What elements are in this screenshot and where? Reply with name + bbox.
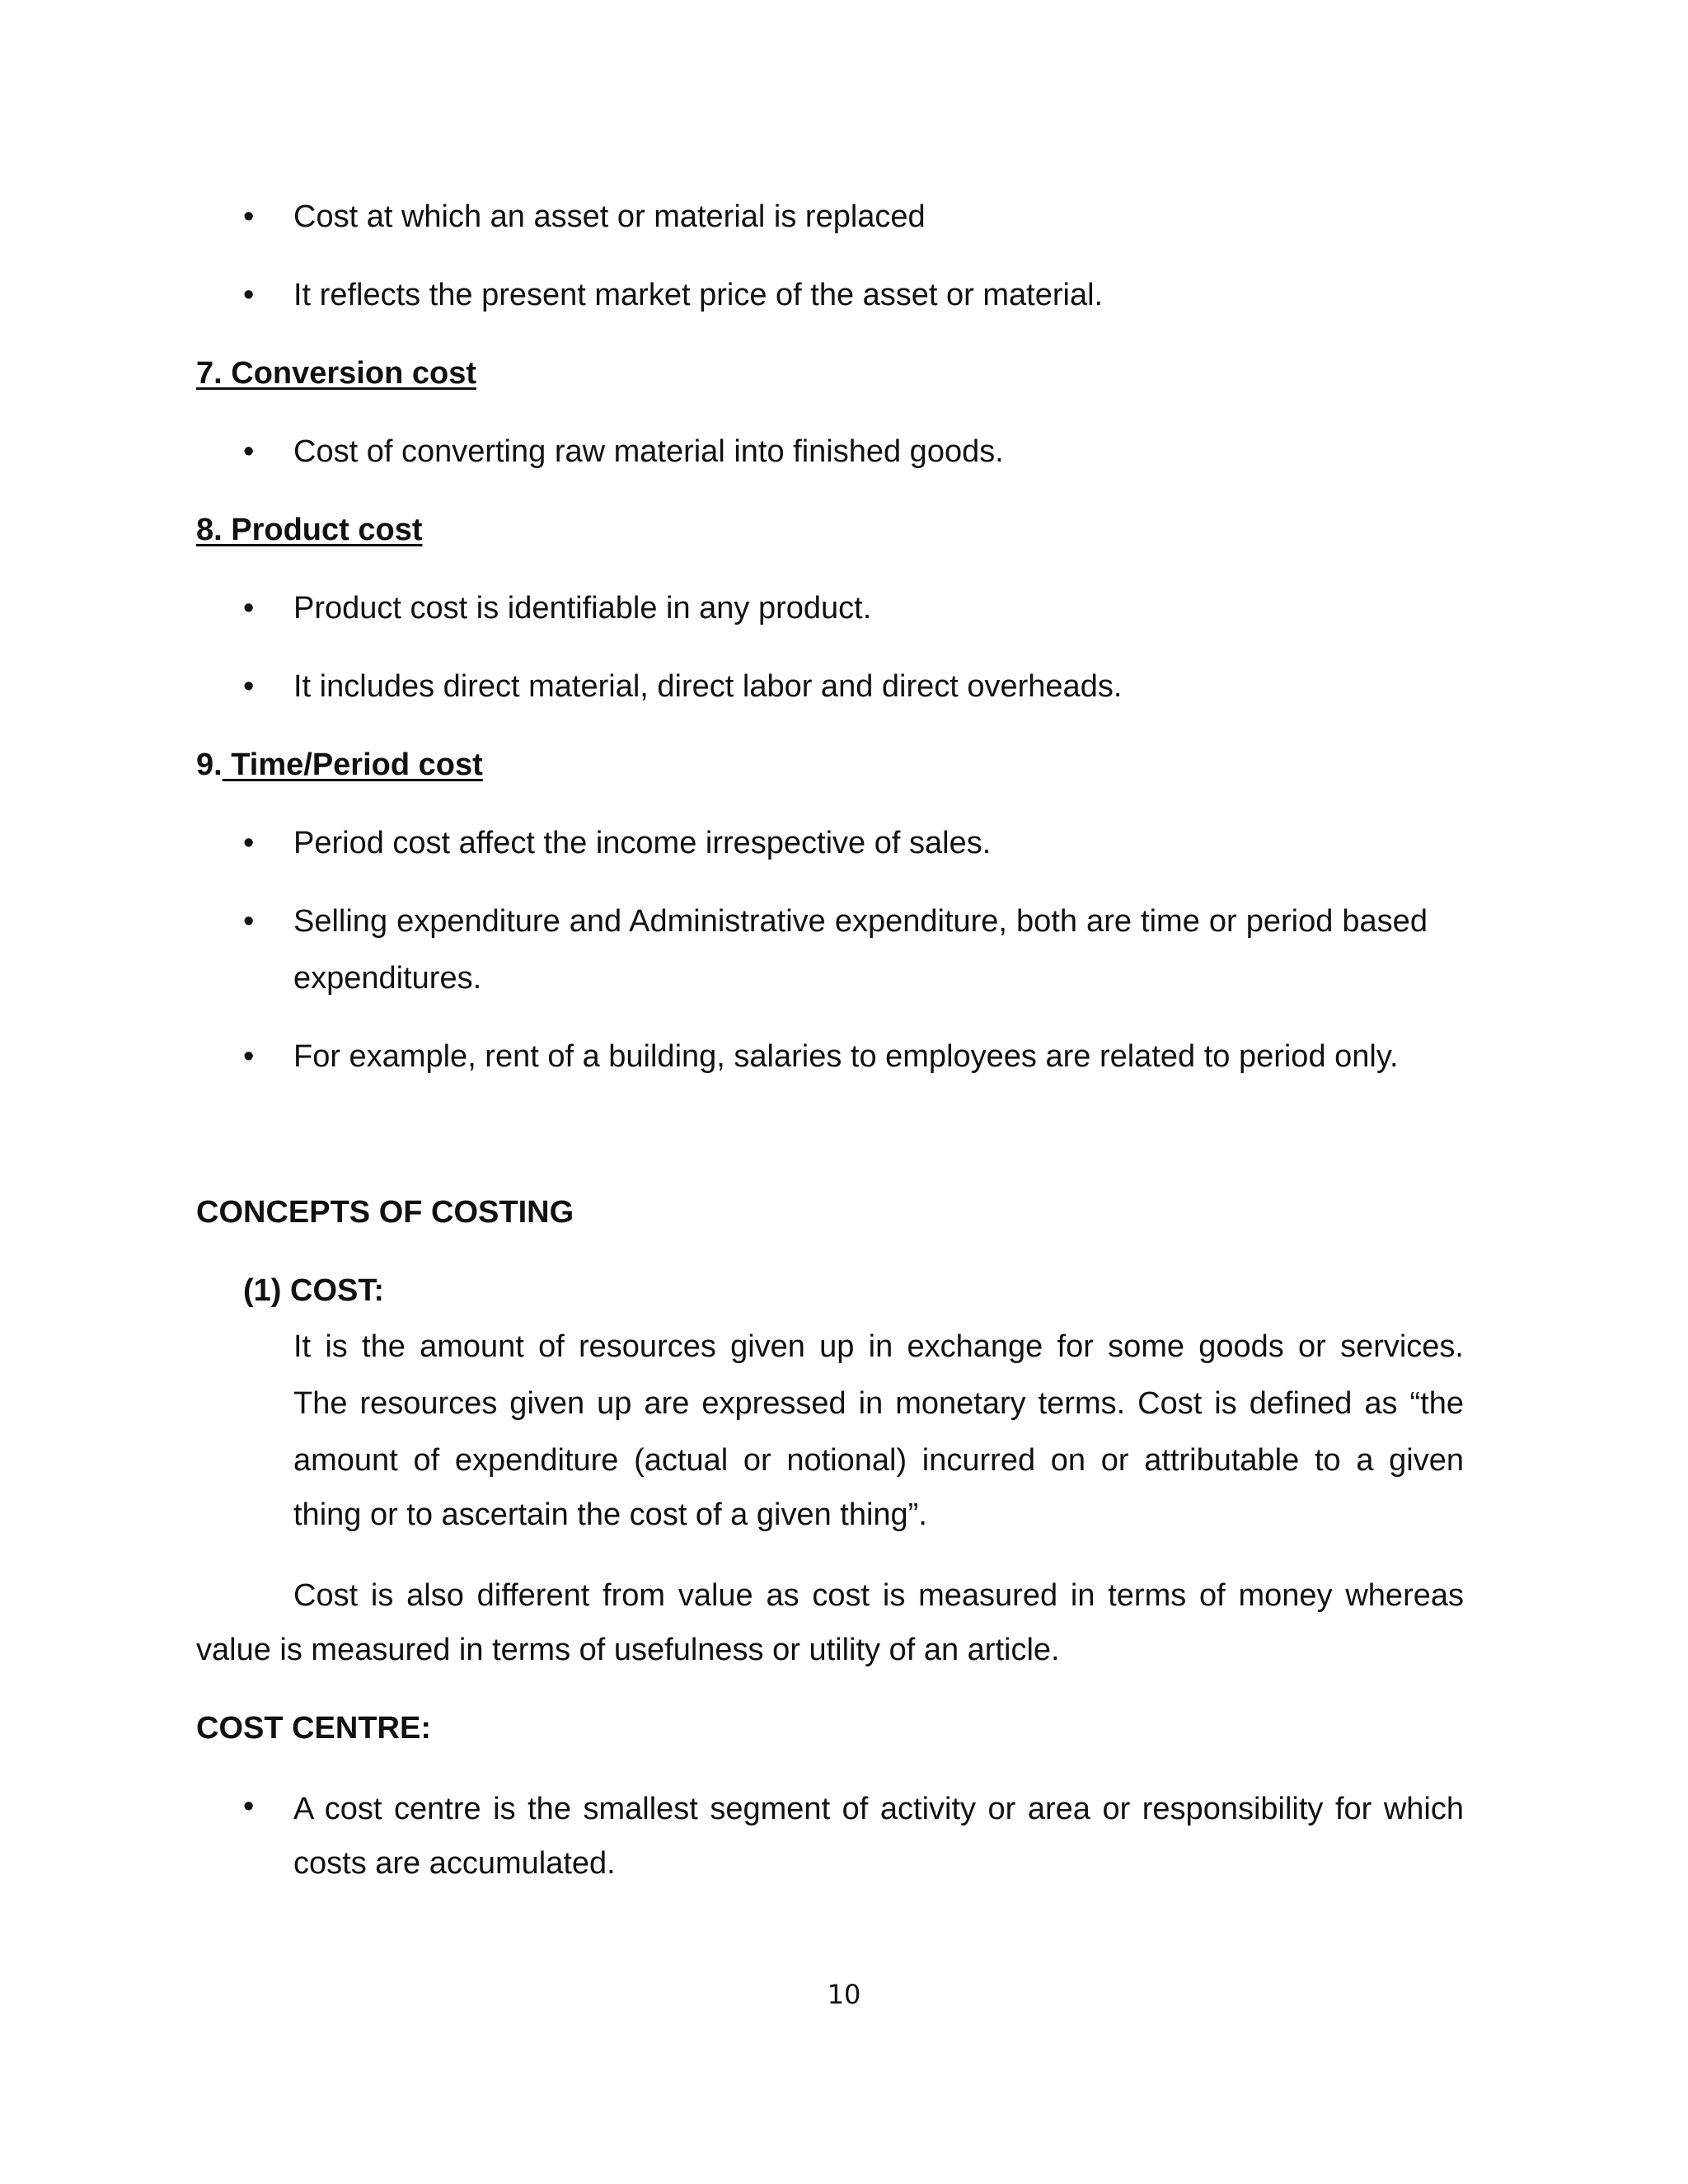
page-number: 10: [827, 1979, 861, 2010]
paragraph-line: It is the amount of resources given up in exchange for some goods or services.: [293, 1329, 1464, 1364]
list-item: It reflects the present market price of the asset or material.: [293, 278, 1104, 312]
list-item: Product cost is identifiable in any product.: [293, 591, 872, 626]
bullet-marker: •: [243, 434, 255, 469]
subheading-cost: (1) COST:: [243, 1273, 384, 1308]
section-heading-concepts-of-costing: CONCEPTS OF COSTING: [196, 1195, 574, 1230]
list-item-continuation: expenditures.: [293, 961, 482, 996]
bullet-marker: •: [243, 199, 255, 234]
list-item-continuation: costs are accumulated.: [293, 1846, 616, 1881]
list-item: Period cost affect the income irrespective of sales.: [293, 826, 992, 860]
list-item: For example, rent of a building, salaries to employees are related to period only.: [293, 1039, 1399, 1074]
paragraph-line: The resources given up are expressed in monetary terms. Cost is defined as “the: [293, 1386, 1464, 1421]
bullet-marker: •: [243, 826, 255, 860]
section-heading-text: Time/Period cost: [222, 748, 483, 782]
section-heading-cost-centre: COST CENTRE:: [196, 1711, 431, 1746]
list-item: Cost of converting raw material into finished goods.: [293, 434, 1004, 469]
bullet-marker: •: [243, 1789, 255, 1824]
list-item: A cost centre is the smallest segment of activity or area or responsibility for which: [293, 1792, 1464, 1826]
bullet-marker: •: [243, 591, 255, 626]
paragraph-line: Cost is also different from value as cost is measured in terms of money whereas: [293, 1578, 1464, 1613]
section-heading-product-cost: 8. Product cost: [196, 513, 423, 547]
bullet-marker: •: [243, 278, 255, 312]
list-item: It includes direct material, direct labor and direct overheads.: [293, 669, 1123, 704]
paragraph-line: thing or to ascertain the cost of a given thing”.: [293, 1497, 927, 1532]
section-heading-number: 9.: [196, 748, 223, 782]
bullet-marker: •: [243, 1039, 255, 1074]
section-heading-conversion-cost: 7. Conversion cost: [196, 356, 476, 391]
bullet-marker: •: [243, 669, 255, 704]
paragraph-line: value is measured in terms of usefulness or utility of an article.: [196, 1633, 1060, 1667]
list-item: Cost at which an asset or material is replaced: [293, 199, 926, 234]
paragraph-line: amount of expenditure (actual or notional) incurred on or attributable to a given: [293, 1443, 1464, 1478]
list-item: Selling expenditure and Administrative expenditure, both are time or period based: [293, 904, 1428, 939]
bullet-marker: •: [243, 904, 255, 939]
section-heading-period-cost: [196, 746, 483, 784]
